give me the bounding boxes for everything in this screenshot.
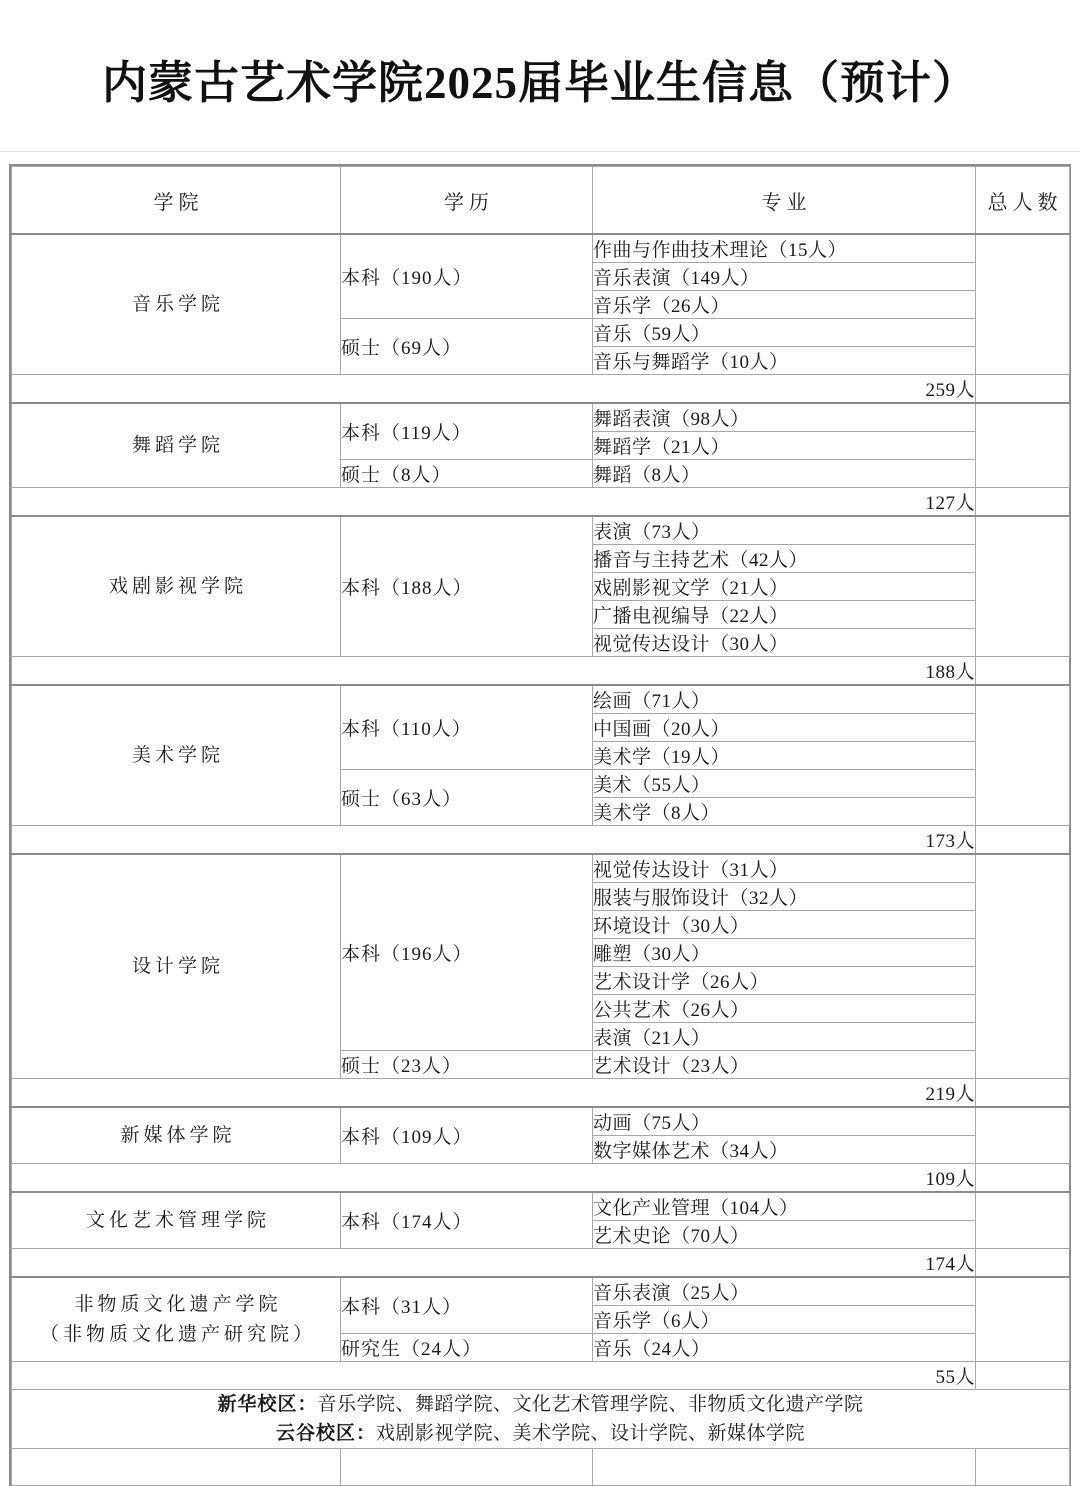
cell-degree: 本科（188人）: [341, 516, 593, 657]
subtotal-row: [12, 1164, 1070, 1193]
tail-cell-major: [593, 1449, 976, 1486]
cell-major: 艺术设计学（26人）: [593, 967, 976, 995]
college-name: 新媒体学院: [120, 1124, 236, 1146]
cell-major: 播音与主持艺术（42人）: [593, 545, 976, 573]
cell-college: [12, 854, 341, 1079]
cell-total-placeholder: [976, 1107, 1070, 1164]
campus-note-line: [12, 1390, 1069, 1419]
cell-total-placeholder: [976, 854, 1070, 1079]
subtotal-row: [12, 488, 1070, 517]
cell-major: 音乐（24人）: [593, 1334, 976, 1362]
tail-cell-college: [12, 1449, 341, 1486]
cell-major: 艺术设计（23人）: [593, 1051, 976, 1079]
college-name: 美术学院: [131, 744, 224, 766]
cell-major: 美术学（19人）: [593, 742, 976, 770]
cell-subtotal: 173人: [12, 826, 976, 855]
college-name: 戏剧影视学院: [108, 575, 247, 597]
cell-major: 服装与服饰设计（32人）: [593, 883, 976, 911]
cell-major: 作曲与作曲技术理论（15人）: [593, 234, 976, 263]
page-title: 内蒙古艺术学院2025届毕业生信息（预计）: [101, 58, 978, 108]
cell-major: 音乐学（26人）: [593, 291, 976, 319]
campus-label-xinhua: 新华校区：: [217, 1394, 318, 1415]
cell-major: 中国画（20人）: [593, 714, 976, 742]
cell-degree: 本科（174人）: [341, 1192, 593, 1249]
cell-major: 美术学（8人）: [593, 798, 976, 826]
cell-degree: 硕士（69人）: [341, 319, 593, 375]
cell-major: 舞蹈（8人）: [593, 460, 976, 488]
column-header-total: 总人数: [976, 167, 1070, 235]
cell-subtotal: 219人: [12, 1079, 976, 1108]
cell-major: 音乐与舞蹈学（10人）: [593, 347, 976, 375]
cell-major: 动画（75人）: [593, 1107, 976, 1136]
cell-major: 数字媒体艺术（34人）: [593, 1136, 976, 1164]
cell-college: [12, 1277, 341, 1362]
cell-major: 雕塑（30人）: [593, 939, 976, 967]
cell-total-placeholder: [976, 1277, 1070, 1362]
column-header-degree: 学历: [341, 167, 593, 235]
cell-subtotal: 109人: [12, 1164, 976, 1193]
cell-college: [12, 516, 341, 657]
cell-degree: 本科（190人）: [341, 234, 593, 319]
subtotal-row: [12, 1362, 1070, 1390]
campus-label-yungu: 云谷校区：: [275, 1423, 376, 1444]
cell-major: 音乐表演（149人）: [593, 263, 976, 291]
subtotal-row: [12, 375, 1070, 404]
cell-subtotal: 259人: [12, 375, 976, 404]
campus-value-yungu: 戏剧影视学院、美术学院、设计学院、新媒体学院: [376, 1423, 806, 1444]
table-row: [12, 854, 1070, 883]
subtotal-row: [12, 826, 1070, 855]
subtotal-row: [12, 1079, 1070, 1108]
cell-degree: 硕士（63人）: [341, 770, 593, 826]
table-header-row: [12, 167, 1070, 235]
tail-cell-degree: [341, 1449, 593, 1486]
college-name: 非物质文化遗产学院: [74, 1293, 282, 1315]
cell-major: 舞蹈表演（98人）: [593, 403, 976, 432]
column-header-major: 专业: [593, 167, 976, 235]
table-row: [12, 403, 1070, 432]
table-row: [12, 685, 1070, 714]
cell-subtotal: 174人: [12, 1249, 976, 1278]
table-body: [12, 234, 1070, 1390]
cell-degree: 本科（109人）: [341, 1107, 593, 1164]
campus-note-line: [12, 1419, 1069, 1448]
cell-college: [12, 234, 341, 375]
cell-major: 环境设计（30人）: [593, 911, 976, 939]
cell-degree: 硕士（8人）: [341, 460, 593, 488]
college-name-secondary: （非物质文化遗产研究院）: [39, 1323, 316, 1345]
table-row: [12, 1277, 1070, 1306]
cell-major: 音乐（59人）: [593, 319, 976, 347]
table-row: [12, 516, 1070, 545]
cell-degree: 硕士（23人）: [341, 1051, 593, 1079]
cell-degree: 本科（196人）: [341, 854, 593, 1051]
cell-major: 音乐表演（25人）: [593, 1277, 976, 1306]
cell-total-placeholder: [976, 403, 1070, 488]
graduates-table: [11, 166, 1070, 1486]
table-row: [12, 1107, 1070, 1136]
tail-cell-total: [976, 1449, 1070, 1486]
graduates-table-container: [9, 164, 1071, 1486]
campus-note-row: [12, 1390, 1070, 1449]
cell-major: 表演（73人）: [593, 516, 976, 545]
cell-degree: 本科（31人）: [341, 1277, 593, 1334]
title-band: [0, 0, 1080, 152]
table-footer: [12, 1390, 1070, 1486]
table-header: [12, 167, 1070, 235]
cell-subtotal: 55人: [12, 1362, 976, 1390]
cell-major: 表演（21人）: [593, 1023, 976, 1051]
column-header-college: 学院: [12, 167, 341, 235]
cell-total-placeholder: [976, 234, 1070, 375]
cell-degree: 本科（119人）: [341, 403, 593, 460]
college-name: 设计学院: [131, 955, 224, 977]
cell-major: 广播电视编导（22人）: [593, 601, 976, 629]
cell-major: 视觉传达设计（30人）: [593, 629, 976, 657]
cell-degree: 研究生（24人）: [341, 1334, 593, 1362]
cell-total-placeholder: [976, 516, 1070, 657]
cell-major: 公共艺术（26人）: [593, 995, 976, 1023]
subtotal-row: [12, 657, 1070, 686]
cell-college: [12, 685, 341, 826]
cell-major: 戏剧影视文学（21人）: [593, 573, 976, 601]
subtotal-row: [12, 1249, 1070, 1278]
cell-total-placeholder: [976, 1192, 1070, 1249]
cell-college: [12, 1192, 341, 1249]
cell-major: 文化产业管理（104人）: [593, 1192, 976, 1221]
cell-major: 视觉传达设计（31人）: [593, 854, 976, 883]
cell-subtotal: 188人: [12, 657, 976, 686]
cell-total-placeholder: [976, 685, 1070, 826]
cell-college: [12, 1107, 341, 1164]
cell-subtotal: 127人: [12, 488, 976, 517]
cell-degree: 本科（110人）: [341, 685, 593, 770]
college-name: 舞蹈学院: [131, 434, 224, 456]
college-name: 音乐学院: [131, 293, 224, 315]
cell-major: 绘画（71人）: [593, 685, 976, 714]
cell-major: 艺术史论（70人）: [593, 1221, 976, 1249]
college-name: 文化艺术管理学院: [85, 1209, 270, 1231]
cell-major: 音乐学（6人）: [593, 1306, 976, 1334]
cell-major: 舞蹈学（21人）: [593, 432, 976, 460]
empty-tail-row: [12, 1449, 1070, 1486]
cell-major: 美术（55人）: [593, 770, 976, 798]
campus-value-xinhua: 音乐学院、舞蹈学院、文化艺术管理学院、非物质文化遗产学院: [317, 1394, 864, 1415]
table-row: [12, 1192, 1070, 1221]
campus-note: [12, 1390, 1070, 1449]
table-row: [12, 234, 1070, 263]
cell-college: [12, 403, 341, 488]
